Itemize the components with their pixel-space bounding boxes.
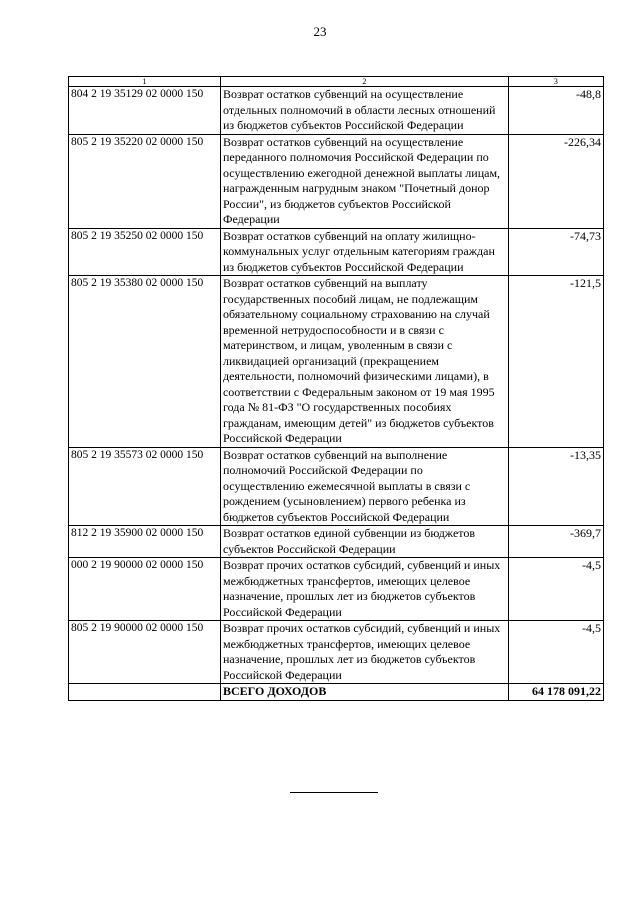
budget-code: 804 2 19 35129 02 0000 150 bbox=[69, 87, 221, 135]
budget-code: 805 2 19 35573 02 0000 150 bbox=[69, 447, 221, 526]
amount: -74,73 bbox=[508, 228, 603, 276]
total-label: ВСЕГО ДОХОДОВ bbox=[220, 684, 508, 701]
revenue-description: Возврат остатков единой субвенции из бюджетов субъектов Российской Федерации bbox=[220, 526, 508, 558]
total-empty-cell bbox=[69, 684, 221, 701]
amount: -13,35 bbox=[508, 447, 603, 526]
amount: -4,5 bbox=[508, 621, 603, 684]
revenue-description: Возврат прочих остатков субсидий, субвенций и иных межбюджетных трансфертов, имеющих целевое назначение, прошлых лет из бюджетов субъектов Российской Федерации bbox=[220, 558, 508, 621]
table-row bbox=[69, 447, 604, 526]
budget-code: 805 2 19 35250 02 0000 150 bbox=[69, 228, 221, 276]
amount: -226,34 bbox=[508, 134, 603, 228]
table-row bbox=[69, 526, 604, 558]
total-row bbox=[69, 684, 604, 701]
budget-code: 000 2 19 90000 02 0000 150 bbox=[69, 558, 221, 621]
revenue-description: Возврат остатков субвенций на осуществление переданного полномочия Российской Федерации по осуществлению ежегодной денежной выплаты лицам, награжденным нагрудным знаком "Почетный донор России", из бюджетов субъектов Российской Федерации bbox=[220, 134, 508, 228]
table-row bbox=[69, 621, 604, 684]
budget-code: 812 2 19 35900 02 0000 150 bbox=[69, 526, 221, 558]
budget-code: 805 2 19 35220 02 0000 150 bbox=[69, 134, 221, 228]
table-row bbox=[69, 228, 604, 276]
column-number-row bbox=[69, 77, 604, 87]
budget-code: 805 2 19 35380 02 0000 150 bbox=[69, 276, 221, 448]
revenue-description: Возврат остатков субвенций на осуществление отдельных полномочий в области лесных отношений из бюджетов субъектов Российской Федерации bbox=[220, 87, 508, 135]
table-row bbox=[69, 87, 604, 135]
revenue-description: Возврат остатков субвенций на оплату жилищно-коммунальных услуг отдельным категориям граждан из бюджетов субъектов Российской Федерации bbox=[220, 228, 508, 276]
amount: -4,5 bbox=[508, 558, 603, 621]
column-number-code: 1 bbox=[69, 77, 221, 87]
budget-code: 805 2 19 90000 02 0000 150 bbox=[69, 621, 221, 684]
column-number-description: 2 bbox=[220, 77, 508, 87]
amount: -369,7 bbox=[508, 526, 603, 558]
column-number-amount: 3 bbox=[508, 77, 603, 87]
table-row bbox=[69, 134, 604, 228]
amount: -121,5 bbox=[508, 276, 603, 448]
page-number: 23 bbox=[313, 24, 327, 39]
revenue-description: Возврат прочих остатков субсидий, субвенций и иных межбюджетных трансфертов, имеющих целевое назначение, прошлых лет из бюджетов субъектов Российской Федерации bbox=[220, 621, 508, 684]
amount: -48,8 bbox=[508, 87, 603, 135]
revenue-description: Возврат остатков субвенций на выполнение полномочий Российской Федерации по осуществлению ежемесячной выплаты в связи с рождением (усыновлением) первого ребенка из бюджетов субъектов Российской Федерации bbox=[220, 447, 508, 526]
revenue-table bbox=[68, 76, 604, 701]
total-amount: 64 178 091,22 bbox=[508, 684, 603, 701]
end-divider-line bbox=[290, 792, 378, 793]
table-row bbox=[69, 558, 604, 621]
revenue-description: Возврат остатков субвенций на выплату государственных пособий лицам, не подлежащим обязательному социальному страхованию на случай временной нетрудоспособности и в связи с материнством, и лицам, уволенным в связи с ликвидацией организаций (прекращением деятельности, полномочий физическими лицами), в соответствии с Федеральным законом от 19 мая 1995 года № 81-ФЗ "О государственных пособиях гражданам, имеющим детей" из бюджетов субъектов Российской Федерации bbox=[220, 276, 508, 448]
table-row bbox=[69, 276, 604, 448]
